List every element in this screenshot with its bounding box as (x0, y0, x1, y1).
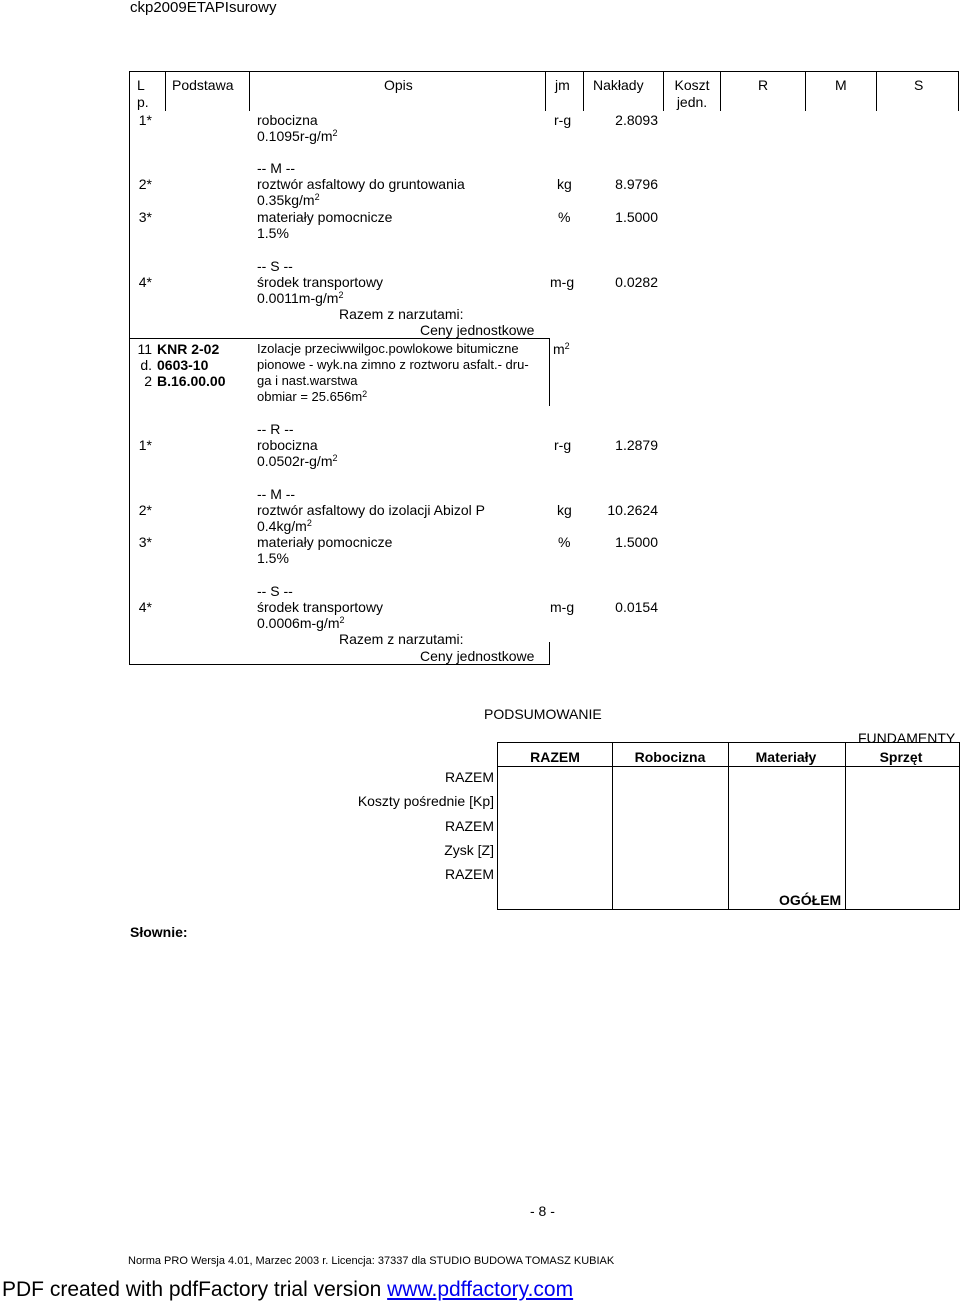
razem-z-narzutami: Razem z narzutami: (339, 306, 464, 322)
summary-row-label: RAZEM (445, 818, 494, 834)
position-lp: d. (140, 357, 152, 373)
pdf-notice (2, 1278, 573, 1302)
row-number: 1* (138, 437, 152, 453)
group-heading-m: -- M -- (257, 160, 296, 176)
header-podstawa: Podstawa (172, 77, 234, 93)
position-obmiar: obmiar = $25.656m^2$ (257, 389, 368, 404)
summary-title: PODSUMOWANIE (484, 706, 602, 722)
row-number: 4* (138, 274, 152, 290)
pdffactory-link[interactable]: www.pdffactory.com (387, 1278, 574, 1301)
group-heading-r: -- R -- (257, 421, 294, 437)
slownie-label: Słownie: (130, 924, 188, 940)
group-heading-s: -- S -- (257, 583, 293, 599)
quantity: 0.0154 (615, 599, 658, 615)
position-lp: 11 (137, 341, 152, 357)
document-title: ckp2009ETAPIsurowy (130, 0, 277, 16)
position-unit: $m^2$ (553, 341, 570, 357)
unit: m-g (550, 599, 575, 615)
unit: % (558, 209, 571, 225)
header-koszt: Koszt jedn. (674, 77, 710, 110)
resource-name: materiały pomocnicze (257, 534, 393, 550)
group-heading-s: -- S -- (257, 258, 293, 274)
position-description: Izolacje przeciwwilgoc.powlokowe bitumiczne (257, 341, 519, 356)
row-number: 4* (138, 599, 152, 615)
quantity: 1.5000 (615, 209, 658, 225)
header-opis: Opis (384, 77, 413, 93)
quantity: 1.5000 (615, 534, 658, 550)
knr-code: B.16.00.00 (157, 373, 226, 389)
resource-name: środek transportowy (257, 599, 384, 615)
resource-norm: 1.5% (257, 225, 289, 241)
position-description: pionowe - wyk.na zimno z roztworu asfalt.- dru- (257, 357, 529, 372)
resource-norm: $0.0006m-g/m^2$ (257, 615, 345, 631)
quantity: 1.2879 (615, 437, 658, 453)
page-number: - 8 - (530, 1203, 555, 1219)
quantity: 8.9796 (615, 176, 658, 192)
row-number: 3* (138, 534, 152, 550)
summary-row-label: Koszty pośrednie [Kp] (357, 793, 494, 809)
summary-col-sprzet: Sprzęt (879, 749, 923, 765)
header-m: M (835, 77, 847, 93)
summary-col-razem: RAZEM (530, 749, 580, 765)
resource-name: materiały pomocnicze (257, 209, 393, 225)
row-number: 2* (138, 176, 152, 192)
summary-ogolem: OGÓŁEM (779, 892, 842, 908)
quantity: 2.8093 (615, 112, 658, 128)
unit: r-g (554, 112, 572, 128)
summary-section: FUNDAMENTY (858, 730, 956, 746)
resource-norm: $0.4kg/m^2$ (257, 518, 312, 534)
resource-norm: $0.35kg/m^2$ (257, 192, 320, 208)
quantity: 0.0282 (615, 274, 658, 290)
row-number: 1* (138, 112, 152, 128)
position-lp: 2 (144, 373, 152, 389)
unit: r-g (554, 437, 572, 453)
license-line: Norma PRO Wersja 4.01, Marzec 2003 r. Licencja: 37337 dla STUDIO BUDOWA TOMASZ KUBIAK (128, 1255, 615, 1267)
resource-norm: 1.5% (257, 550, 289, 566)
razem-z-narzutami: Razem z narzutami: (339, 631, 464, 647)
resource-name: roztwór asfaltowy do izolacji Abizol P (257, 502, 485, 518)
resource-name: robocizna (257, 437, 318, 453)
header-lp: L p. (137, 77, 149, 110)
summary-row-label: Zysk [Z] (444, 842, 494, 858)
quantity: 10.2624 (607, 502, 658, 518)
resource-norm: $0.0502r-g/m^2$ (257, 453, 338, 469)
resource-name: robocizna (257, 112, 318, 128)
summary-row-label: RAZEM (445, 866, 494, 882)
resource-norm: $0.1095r-g/m^2$ (257, 128, 338, 144)
resource-name: roztwór asfaltowy do gruntowania (257, 176, 465, 192)
summary-table (497, 742, 960, 910)
ceny-jednostkowe: Ceny jednostkowe (420, 322, 535, 338)
group-heading-m: -- M -- (257, 486, 296, 502)
knr-code: 0603-10 (157, 357, 209, 373)
header-s: S (914, 77, 924, 93)
unit: m-g (550, 274, 575, 290)
header-naklady: Nakłady (593, 77, 644, 93)
position-description: ga i nast.warstwa (257, 373, 358, 388)
row-number: 2* (138, 502, 152, 518)
unit: kg (557, 176, 572, 192)
summary-row-label: RAZEM (445, 769, 494, 785)
header-jm: jm (555, 77, 570, 93)
resource-norm: $0.0011m-g/m^2$ (257, 290, 344, 306)
resource-name: środek transportowy (257, 274, 384, 290)
row-number: 3* (138, 209, 152, 225)
knr-code: KNR 2-02 (157, 341, 220, 357)
unit: kg (557, 502, 572, 518)
header-r: R (758, 77, 769, 93)
summary-col-materialy: Materiały (755, 749, 817, 765)
ceny-jednostkowe: Ceny jednostkowe (420, 648, 535, 664)
unit: % (558, 534, 571, 550)
summary-col-robocizna: Robocizna (634, 749, 706, 765)
pdf-notice-text: PDF created with pdfFactory trial version (2, 1278, 388, 1301)
